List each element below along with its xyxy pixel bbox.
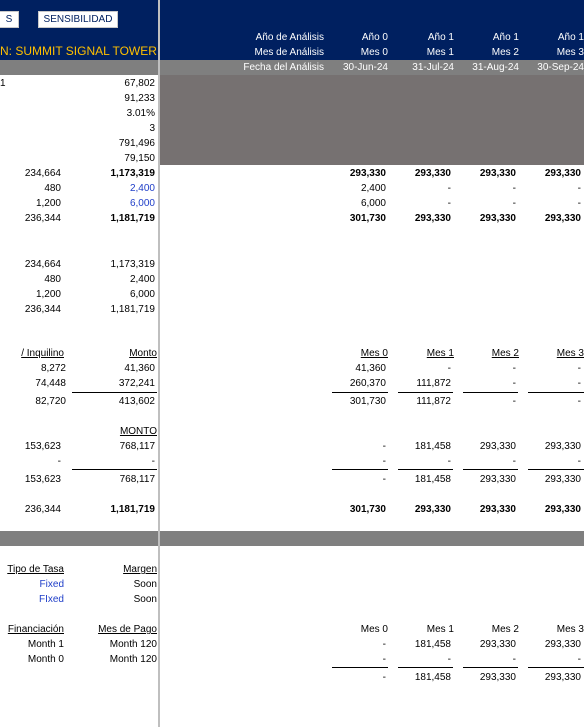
column-header: Margen xyxy=(123,564,157,575)
cell[interactable]: 301,730 xyxy=(349,213,386,224)
cell[interactable]: 768,117 xyxy=(119,474,155,485)
cell[interactable]: 41,360 xyxy=(124,363,155,374)
col-month: Mes 3 xyxy=(556,47,584,58)
col-date: 30-Jun-24 xyxy=(342,62,388,73)
summary-shaded-area xyxy=(160,75,584,165)
header-label-month: Mes de Análisis xyxy=(254,47,324,58)
column-header: Mes de Pago xyxy=(98,624,157,635)
summary-value[interactable]: 3 xyxy=(149,123,155,134)
subtotal-rule xyxy=(398,667,453,668)
subtotal-rule xyxy=(463,392,518,393)
column-divider xyxy=(158,0,160,727)
cell[interactable]: Soon xyxy=(133,579,157,590)
column-header: Mes 3 xyxy=(556,348,584,359)
input-cell[interactable]: FIxed xyxy=(38,594,64,605)
column-header: Mes 0 xyxy=(360,624,388,635)
subtotal-rule xyxy=(332,392,388,393)
summary-value[interactable]: 67,802 xyxy=(124,78,155,89)
column-header: Mes 0 xyxy=(360,348,388,359)
cell[interactable]: - xyxy=(512,378,516,389)
cell[interactable]: 234,664 xyxy=(24,259,61,270)
cell[interactable]: 6,000 xyxy=(360,198,386,209)
cell[interactable]: 293,330 xyxy=(414,213,451,224)
cell[interactable]: - xyxy=(382,672,386,683)
cell[interactable]: Month 120 xyxy=(109,639,157,650)
cell[interactable]: 111,872 xyxy=(416,396,451,407)
cell[interactable]: 181,458 xyxy=(414,474,451,485)
subtotal-rule xyxy=(528,469,584,470)
column-header: Financiación xyxy=(7,624,64,635)
cell[interactable]: 293,330 xyxy=(479,639,516,650)
cell[interactable]: 1,200 xyxy=(35,289,61,300)
cell[interactable]: Month 120 xyxy=(109,654,157,665)
col-year: Año 1 xyxy=(427,32,454,43)
cell[interactable]: 293,330 xyxy=(479,441,516,452)
input-cell[interactable]: 2,400 xyxy=(129,183,155,194)
cell[interactable]: - xyxy=(577,183,581,194)
cell[interactable]: Month 1 xyxy=(27,639,64,650)
cell[interactable]: - xyxy=(151,456,155,467)
cell[interactable]: 111,872 xyxy=(416,378,451,389)
cell[interactable]: 293,330 xyxy=(544,213,581,224)
cell[interactable]: 293,330 xyxy=(414,504,451,515)
subtotal-rule xyxy=(72,392,157,393)
cell[interactable]: 293,330 xyxy=(479,504,516,515)
cell[interactable]: 293,330 xyxy=(479,474,516,485)
cell[interactable]: 293,330 xyxy=(349,168,386,179)
column-header: Mes 2 xyxy=(491,624,519,635)
cell[interactable]: 480 xyxy=(44,183,61,194)
summary-value[interactable]: 791,496 xyxy=(118,138,155,149)
cell[interactable]: - xyxy=(577,654,581,665)
cell[interactable]: 236,344 xyxy=(24,504,61,515)
cell[interactable]: 293,330 xyxy=(479,213,516,224)
column-header: Mes 2 xyxy=(491,348,519,359)
cell[interactable]: - xyxy=(382,654,386,665)
col-date: 31-Jul-24 xyxy=(412,62,454,73)
cell[interactable]: Soon xyxy=(133,594,157,605)
col-year: Año 1 xyxy=(557,32,584,43)
cell[interactable]: - xyxy=(577,396,581,407)
cell[interactable]: - xyxy=(512,654,516,665)
cell[interactable]: 293,330 xyxy=(544,672,581,683)
cell[interactable]: 301,730 xyxy=(349,504,386,515)
summary-value[interactable]: 91,233 xyxy=(124,93,155,104)
cell[interactable]: - xyxy=(382,474,386,485)
cell[interactable]: 293,330 xyxy=(479,168,516,179)
summary-value[interactable]: 79,150 xyxy=(124,153,155,164)
subtotal-rule xyxy=(332,469,388,470)
cell[interactable]: 260,370 xyxy=(349,378,386,389)
cell[interactable]: - xyxy=(512,198,516,209)
column-header: Mes 3 xyxy=(556,624,584,635)
cell[interactable]: 1,181,719 xyxy=(110,213,155,224)
cell[interactable]: - xyxy=(577,198,581,209)
cell[interactable]: - xyxy=(382,441,386,452)
cell[interactable]: 768,117 xyxy=(119,441,155,452)
cell[interactable]: 293,330 xyxy=(544,441,581,452)
cell[interactable]: 293,330 xyxy=(544,474,581,485)
col-month: Mes 0 xyxy=(360,47,388,58)
summary-left-label: 1 xyxy=(0,78,6,89)
cell[interactable]: - xyxy=(577,378,581,389)
cell[interactable]: 1,181,719 xyxy=(110,304,155,315)
cell[interactable]: 372,241 xyxy=(118,378,155,389)
subtotal-rule xyxy=(72,469,157,470)
cell[interactable]: - xyxy=(382,639,386,650)
cell[interactable]: - xyxy=(512,456,516,467)
cell[interactable]: 236,344 xyxy=(24,304,61,315)
cell[interactable]: - xyxy=(447,363,451,374)
cell[interactable]: 293,330 xyxy=(479,672,516,683)
input-cell[interactable]: Fixed xyxy=(39,579,64,590)
cell[interactable]: 1,200 xyxy=(35,198,61,209)
cell[interactable]: 82,720 xyxy=(35,396,66,407)
cell[interactable]: 2,400 xyxy=(360,183,386,194)
cell[interactable]: 293,330 xyxy=(414,168,451,179)
input-cell[interactable]: 6,000 xyxy=(129,198,155,209)
cell[interactable]: 153,623 xyxy=(24,474,61,485)
cell[interactable]: 293,330 xyxy=(544,504,581,515)
cell[interactable]: 41,360 xyxy=(355,363,386,374)
cell[interactable]: - xyxy=(382,456,386,467)
col-month: Mes 1 xyxy=(426,47,454,58)
col-date: 31-Aug-24 xyxy=(472,62,519,73)
col-month: Mes 2 xyxy=(491,47,519,58)
cell[interactable]: - xyxy=(512,363,516,374)
subtotal-rule xyxy=(398,392,453,393)
cell[interactable]: - xyxy=(447,654,451,665)
column-header: Mes 1 xyxy=(426,348,454,359)
cell[interactable]: 234,664 xyxy=(24,168,61,179)
cell[interactable]: 1,173,319 xyxy=(110,259,155,270)
cell[interactable]: 301,730 xyxy=(349,396,386,407)
cell[interactable]: - xyxy=(447,456,451,467)
cell[interactable]: 74,448 xyxy=(35,378,66,389)
col-year: Año 0 xyxy=(361,32,388,43)
subtotal-rule xyxy=(332,667,388,668)
subtotal-rule xyxy=(463,667,518,668)
cell[interactable]: 1,181,719 xyxy=(110,504,155,515)
summary-value[interactable]: 3.01% xyxy=(126,108,155,119)
cell[interactable]: - xyxy=(577,456,581,467)
header-label-year: Año de Análisis xyxy=(255,32,324,43)
nav-button-partial[interactable]: S xyxy=(0,11,19,28)
cell[interactable]: 413,602 xyxy=(118,396,155,407)
cell[interactable]: - xyxy=(57,456,61,467)
cell[interactable]: - xyxy=(512,396,516,407)
cell[interactable]: 2,400 xyxy=(129,274,155,285)
cell[interactable]: - xyxy=(447,183,451,194)
col-date: 30-Sep-24 xyxy=(537,62,584,73)
cell[interactable]: 236,344 xyxy=(24,213,61,224)
header-label-date: Fecha del Análisis xyxy=(243,62,324,73)
cell[interactable]: 181,458 xyxy=(414,672,451,683)
section-separator-band xyxy=(0,531,584,546)
column-header: Tipo de Tasa xyxy=(7,564,64,575)
cell[interactable]: 6,000 xyxy=(129,289,155,300)
column-header: MONTO xyxy=(119,426,157,437)
subtotal-rule xyxy=(528,667,584,668)
column-header: Monto xyxy=(129,348,157,359)
cell[interactable]: 480 xyxy=(44,274,61,285)
col-year: Año 1 xyxy=(492,32,519,43)
sensitivity-button[interactable]: SENSIBILIDAD xyxy=(38,11,118,28)
cell[interactable]: 8,272 xyxy=(40,363,66,374)
subtotal-rule xyxy=(398,469,453,470)
subtotal-rule xyxy=(463,469,518,470)
cell[interactable]: - xyxy=(447,198,451,209)
column-header: Mes 1 xyxy=(426,624,454,635)
cell[interactable]: - xyxy=(577,363,581,374)
cell[interactable]: 1,173,319 xyxy=(110,168,155,179)
cell[interactable]: 293,330 xyxy=(544,168,581,179)
cell[interactable]: 181,458 xyxy=(414,639,451,650)
column-header: / Inquilino xyxy=(21,348,64,359)
cell[interactable]: 153,623 xyxy=(24,441,61,452)
cell[interactable]: Month 0 xyxy=(27,654,64,665)
cell[interactable]: - xyxy=(512,183,516,194)
cell[interactable]: 181,458 xyxy=(414,441,451,452)
project-title: N: SUMMIT SIGNAL TOWER xyxy=(0,44,157,58)
subtotal-rule xyxy=(528,392,584,393)
cell[interactable]: 293,330 xyxy=(544,639,581,650)
